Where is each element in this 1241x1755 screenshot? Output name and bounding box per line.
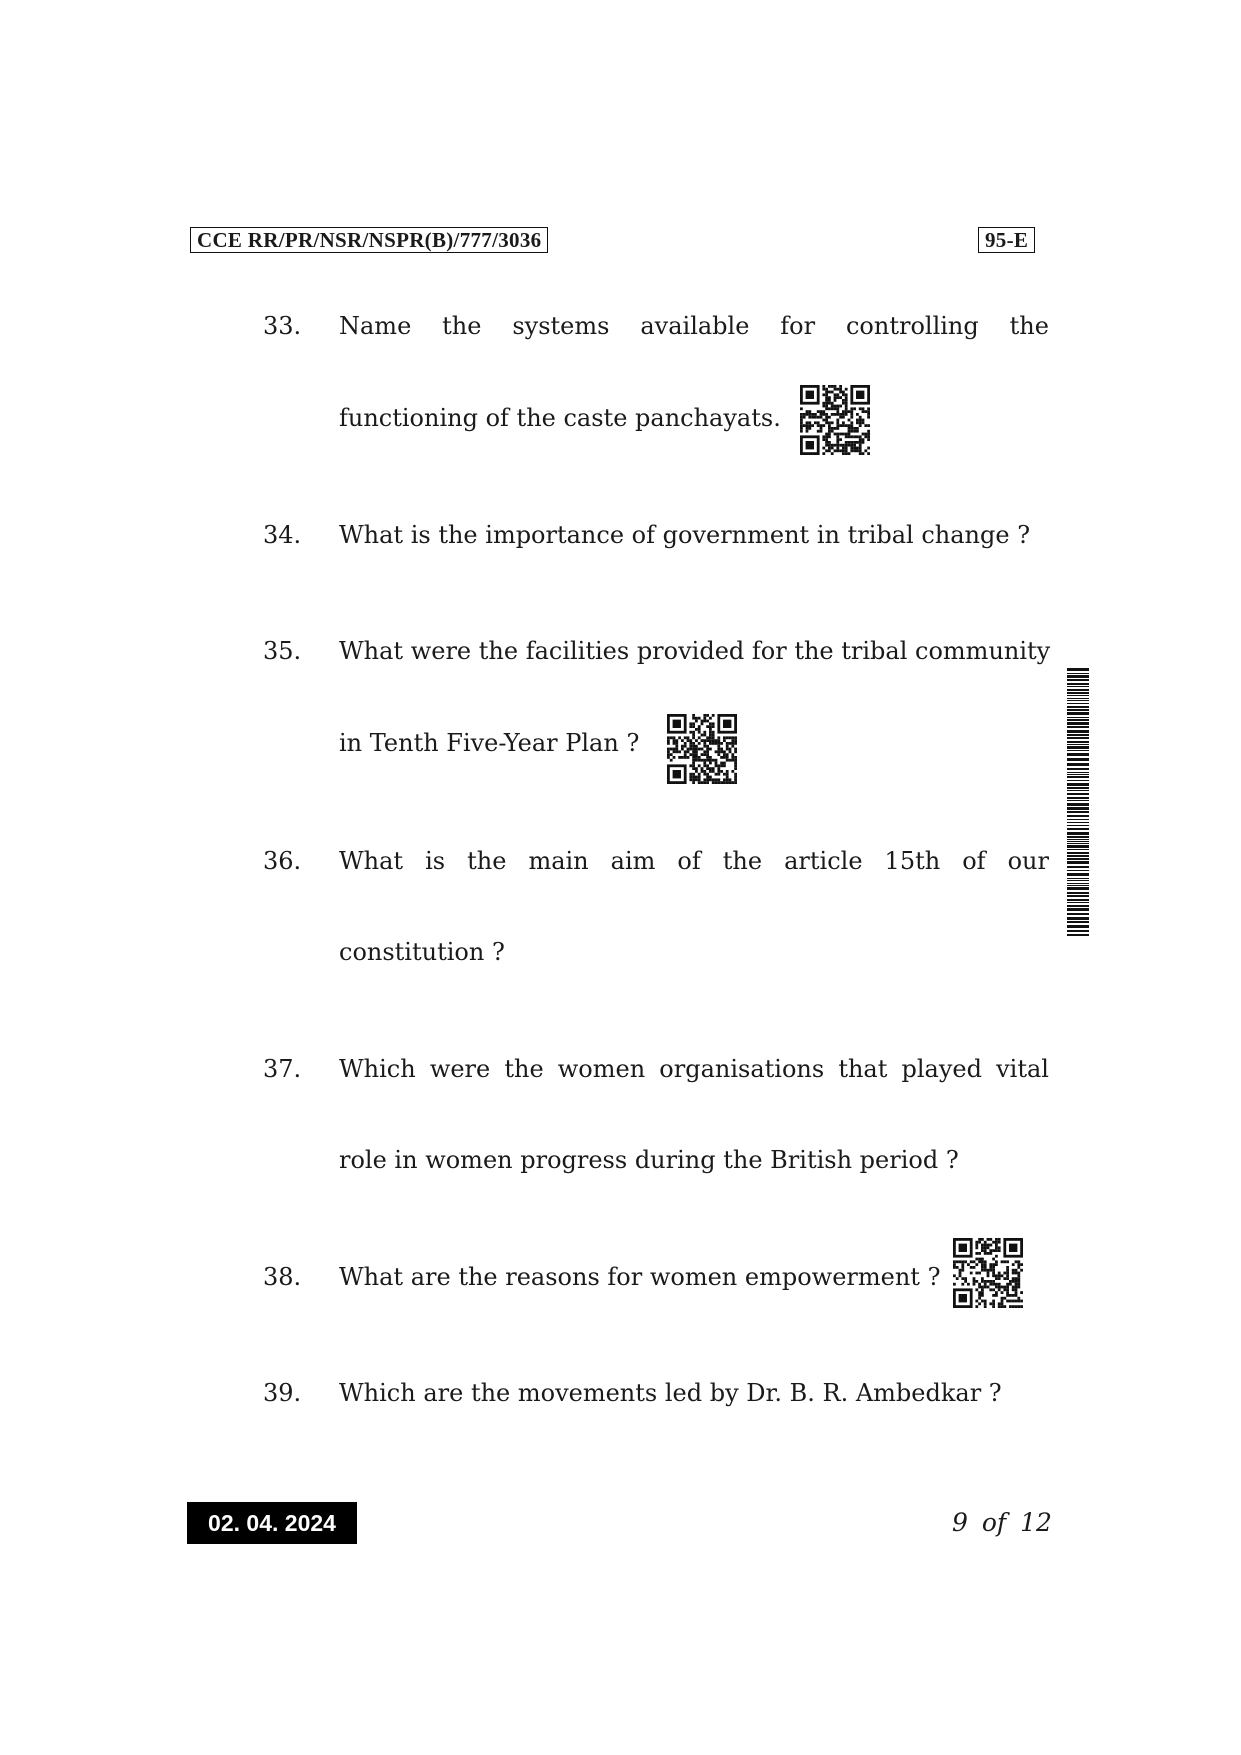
question-number: 37. bbox=[263, 1055, 302, 1083]
exam-date: 02. 04. 2024 bbox=[187, 1502, 357, 1544]
question-line: What is the importance of government in tribal change ? bbox=[339, 521, 1031, 549]
question-number: 34. bbox=[263, 521, 302, 549]
question-number: 35. bbox=[263, 637, 302, 665]
question-line: Which were the women organisations that played vital bbox=[339, 1055, 1049, 1083]
qr-code-icon bbox=[667, 714, 737, 784]
qr-code-icon bbox=[800, 385, 870, 455]
paper-code-box: 95-E bbox=[978, 227, 1035, 253]
question-line: What were the facilities provided for the tribal community bbox=[339, 637, 1051, 665]
question-line: functioning of the caste panchayats. bbox=[339, 404, 781, 432]
question-number: 38. bbox=[263, 1263, 302, 1291]
question-number: 33. bbox=[263, 312, 302, 340]
question-line: in Tenth Five-Year Plan ? bbox=[339, 729, 640, 757]
barcode-icon bbox=[1067, 668, 1089, 938]
question-line: What is the main aim of the article 15th of our bbox=[339, 847, 1049, 875]
page-number: 9 of 12 bbox=[952, 1508, 1052, 1537]
qr-code-icon bbox=[953, 1238, 1023, 1308]
question-line: role in women progress during the British period ? bbox=[339, 1146, 959, 1174]
question-number: 36. bbox=[263, 847, 302, 875]
question-line: What are the reasons for women empowerment ? bbox=[339, 1263, 941, 1291]
question-line: Which are the movements led by Dr. B. R. Ambedkar ? bbox=[339, 1379, 1002, 1407]
question-line: constitution ? bbox=[339, 938, 505, 966]
question-line: Name the systems available for controlling the bbox=[339, 312, 1049, 340]
exam-code-box: CCE RR/PR/NSR/NSPR(B)/777/3036 bbox=[190, 227, 548, 253]
question-number: 39. bbox=[263, 1379, 302, 1407]
